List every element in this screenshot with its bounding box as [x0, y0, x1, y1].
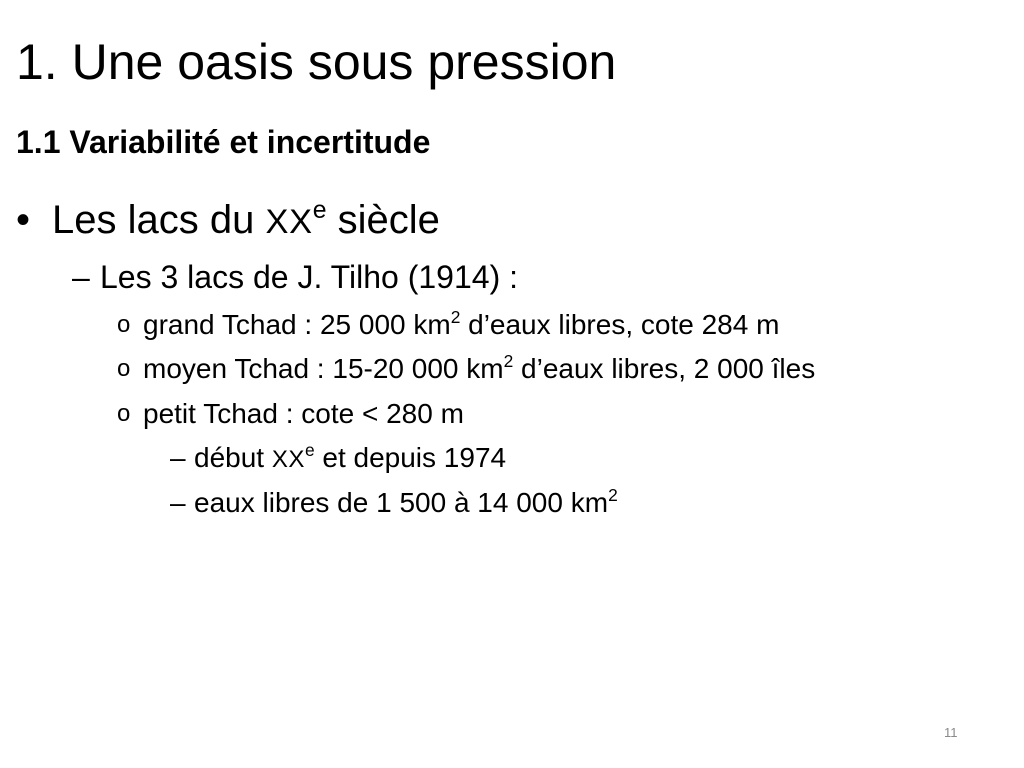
- bullet-text: [143, 349, 815, 389]
- bullet-marker: •: [16, 198, 31, 242]
- text-part: d’eaux libres, cote 284 m: [460, 309, 780, 340]
- text-part: Les lacs du: [52, 198, 266, 242]
- circle-marker: o: [117, 355, 131, 382]
- superscript: e: [304, 440, 315, 461]
- bullet-text: Les 3 lacs de J. Tilho (1914) :: [100, 259, 518, 295]
- slide-subtitle: 1.1 Variabilité et incertitude: [16, 124, 431, 160]
- bullet-text: [52, 193, 440, 249]
- text-part: début: [194, 442, 272, 473]
- superscript: e: [312, 196, 327, 224]
- text-part: et depuis 1974: [314, 442, 507, 473]
- superscript: 2: [608, 485, 618, 506]
- dash-marker: –: [170, 487, 186, 518]
- century-numeral: XX: [271, 446, 305, 473]
- dash-marker: –: [72, 259, 90, 295]
- bullet-text: [194, 438, 506, 480]
- century-numeral: XX: [265, 203, 313, 241]
- circle-marker: o: [117, 400, 131, 427]
- dash-marker: –: [170, 442, 186, 473]
- text-part: d’eaux libres, 2 000 îles: [513, 353, 816, 384]
- text-part: moyen Tchad : 15-20 000 km: [143, 353, 504, 384]
- superscript: 2: [503, 351, 514, 372]
- slide-title: 1. Une oasis sous pression: [16, 34, 617, 90]
- bullet-text: [143, 305, 779, 345]
- superscript: 2: [450, 307, 461, 328]
- page-number: 11: [944, 725, 958, 740]
- bullet-text: petit Tchad : cote < 280 m: [143, 398, 464, 429]
- text-part: eaux libres de 1 500 à 14 000 km: [194, 487, 609, 518]
- text-part: siècle: [326, 198, 440, 242]
- bullet-text: [194, 483, 618, 523]
- text-part: grand Tchad : 25 000 km: [143, 309, 451, 340]
- circle-marker: o: [117, 311, 131, 338]
